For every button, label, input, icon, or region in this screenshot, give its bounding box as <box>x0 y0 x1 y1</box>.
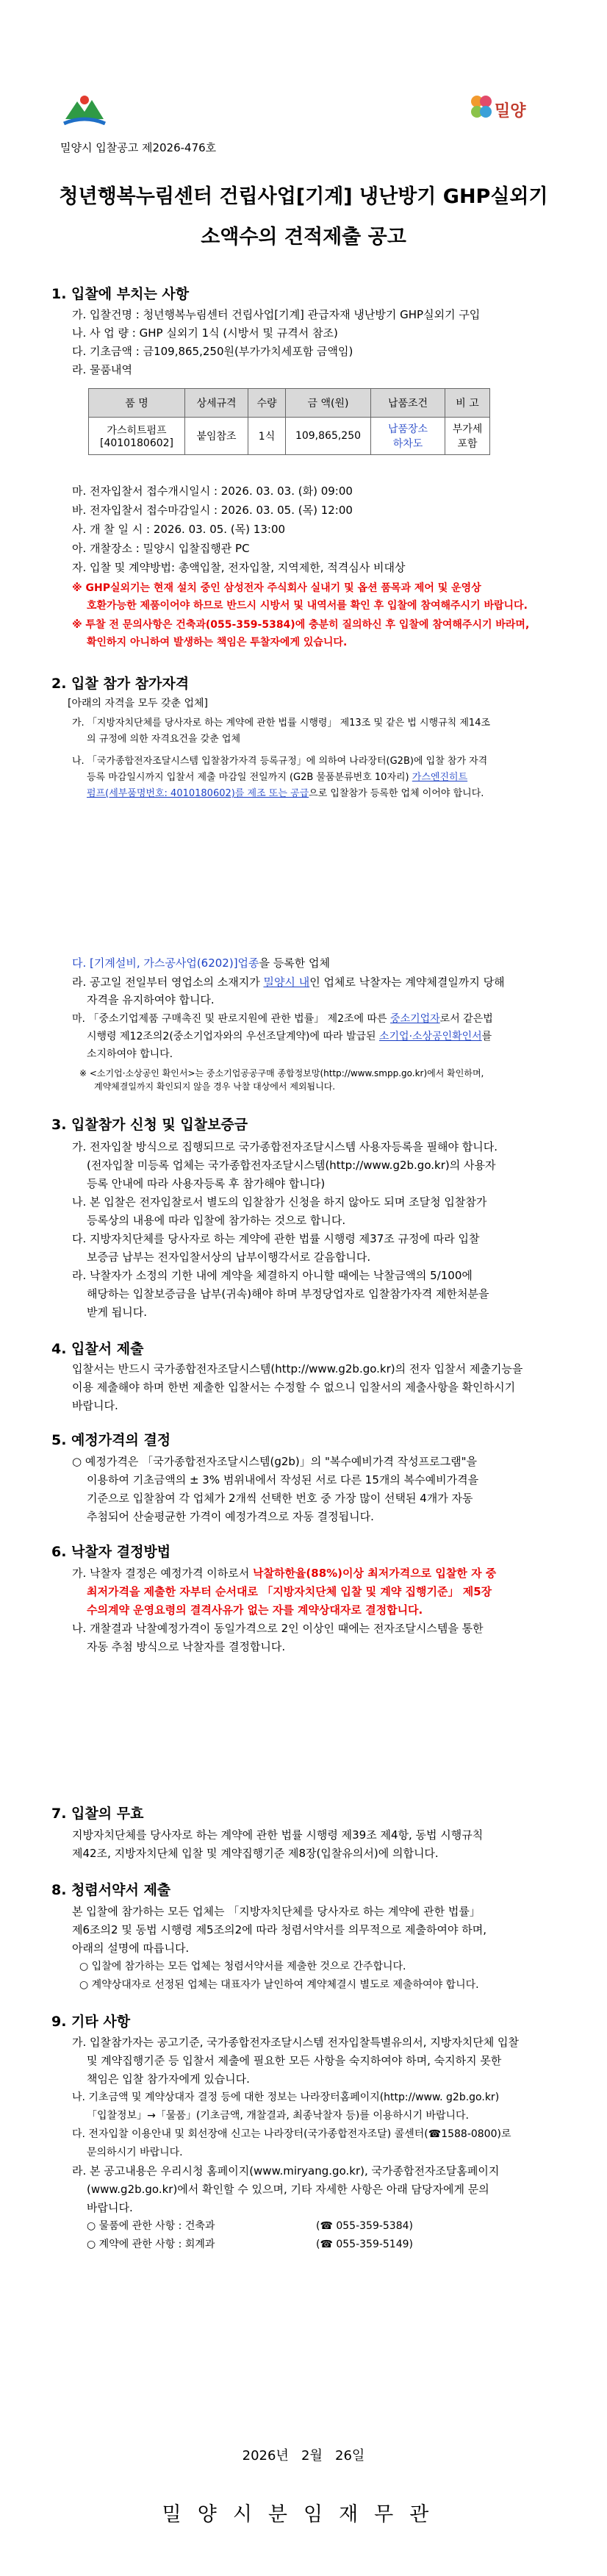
s5-line-1: ○ 예정가격은 「국가종합전자조달시스템(g2b)」의 "복수예비가격 작성프로그램"을 <box>72 1455 477 1468</box>
s8-bullet-2: ○ 계약상대자로 선정된 업체는 대표자가 날인하여 계약체결시 별도로 제출하여야 합니다. <box>79 1979 479 1991</box>
s2-ma-2: 시행령 제12조의2(중소기업자와의 우선조달계약)에 따라 발급된 소기업·소상공인확인서를 <box>87 1031 492 1042</box>
s2-ga-2: 의 규정에 의한 자격요건을 갖춘 업체 <box>87 734 241 745</box>
goods-table <box>88 388 490 455</box>
col-name: 품 명 <box>89 389 185 418</box>
s3-ga-1: 가. 전자입찰 방식으로 집행되므로 국가종합전자조달시스템 사용자등록을 필해야 합니다. <box>72 1140 498 1153</box>
s1-warning-1b: 호환가능한 제품이어야 하므로 반드시 시방서 및 내역서를 확인 후 입찰에 참여해주시기 바랍니다. <box>87 600 528 612</box>
s1-item-ba: 바. 전자입찰서 접수마감일시 : 2026. 03. 05. (목) 12:00 <box>72 504 353 517</box>
s9-ra-2: (www.g2b.go.kr)에서 확인할 수 있으며, 기타 자세한 사항은 아래 담당자에게 문의 <box>87 2183 489 2196</box>
s5-line-4: 추첨되어 산술평균한 가격이 예정가격으로 자동 결정됩니다. <box>87 1510 374 1523</box>
col-condition: 납품조건 <box>371 389 445 418</box>
s1-item-ja: 자. 입찰 및 계약방법: 총액입찰, 전자입찰, 지역제한, 적격심사 비대상 <box>72 561 406 574</box>
s1-warning-2b: 확인하지 아니하여 발생하는 책임은 투찰자에게 있습니다. <box>87 637 348 648</box>
s7-line-1: 지방자치단체를 당사자로 하는 계약에 관한 법률 시행령 제39조 제4항, 동법 시행규칙 <box>72 1828 484 1842</box>
section-8-heading: 8. 청렴서약서 제출 <box>51 1882 171 1898</box>
s1-item-ma: 마. 전자입찰서 접수개시일시 : 2026. 03. 03. (화) 09:00 <box>72 484 353 498</box>
s1-item-ga: 가. 입찰건명 : 청년행복누림센터 건립사업[기계] 관급자재 냉난방기 GHP실외기 구입 <box>72 308 481 321</box>
s8-line-2: 제6조의2 및 동법 시행령 제5조의2에 따라 청렴서약서를 의무적으로 제출하여야 하며, <box>72 1923 487 1936</box>
s2-ra-1: 라. 공고일 전일부터 영업소의 소재지가 밀양시 내인 업체로 낙찰자는 계약체결일까지 당해 <box>72 976 505 989</box>
s9-na-2: 「입찰정보」→「물품」(기초금액, 개찰결과, 최종낙찰자 등)를 이용하시기 바랍니다. <box>87 2110 469 2122</box>
s9-da-1: 다. 전자입찰 이용안내 및 회선장애 신고는 나라장터(국가종합전자조달) 콜센터(☎1588-0800)로 <box>72 2128 511 2140</box>
s9-contact-goods-phone: (☎ 055-359-5384) <box>316 2220 413 2232</box>
s3-ra-1: 라. 낙찰자가 소정의 기한 내에 계약을 체결하지 아니할 때에는 낙찰금액의 5/100에 <box>72 1269 473 1282</box>
table-row <box>89 418 490 455</box>
issuer-signature: 밀양시분임재무관 <box>162 2503 445 2526</box>
s1-item-da: 다. 기초금액 : 금109,865,250원(부가가치세포함 금액임) <box>72 345 353 358</box>
s6-ga-3: 수의계약 운영요령의 결격사유가 없는 자를 계약상대자로 결정합니다. <box>87 1603 423 1617</box>
s3-ga-3: 등록 안내에 따라 사용자등록 후 참가해야 합니다) <box>87 1177 326 1190</box>
s2-subtitle: [아래의 자격을 모두 갖춘 업체] <box>68 698 209 709</box>
s2-da: 다. [기계설비, 가스공사업(6202)]업종을 등록한 업체 <box>72 956 331 970</box>
col-qty: 수량 <box>248 389 286 418</box>
s6-ga-1: 가. 낙찰자 결정은 예정가격 이하로서 낙찰하한율(88%)이상 최저가격으로 입찰한 자 중 <box>72 1567 497 1580</box>
notice-number: 밀양시 입찰공고 제2026-476호 <box>60 141 217 154</box>
col-note: 비 고 <box>445 389 490 418</box>
cell-name: 가스히트펌프 [4010180602] <box>89 418 185 455</box>
s2-na-3: 펌프(세부품명번호: 4010180602)를 제조 또는 공급으로 입찰참가 등록한 업체 이어야 합니다. <box>87 788 484 799</box>
s6-ga-2: 최저가격을 제출한 자부터 순서대로 「지방자치단체 입찰 및 계약 집행기준」 제5장 <box>87 1585 492 1598</box>
s9-da-2: 문의하시기 바랍니다. <box>87 2147 183 2158</box>
s9-ga-3: 책임은 입찰 참가자에게 있습니다. <box>87 2072 250 2086</box>
s3-da-2: 보증금 납부는 전자입찰서상의 납부이행각서로 갈음합니다. <box>87 1251 371 1264</box>
cell-spec: 붙임참조 <box>185 418 248 455</box>
section-3-heading: 3. 입찰참가 신청 및 입찰보증금 <box>51 1117 248 1133</box>
s9-contact-contract-phone: (☎ 055-359-5149) <box>316 2239 413 2250</box>
s6-na-2: 자동 추첨 방식으로 낙찰자를 결정합니다. <box>87 1640 286 1653</box>
section-4-heading: 4. 입찰서 제출 <box>51 1341 144 1357</box>
s2-na-2: 등록 마감일시까지 입찰서 제출 마감일 전일까지 (G2B 물품분류번호 10자리) 가스엔진히트 <box>87 772 468 783</box>
s9-ra-3: 바랍니다. <box>87 2201 133 2214</box>
cell-qty: 1식 <box>248 418 286 455</box>
notice-date: 2026년 2월 26일 <box>242 2448 365 2464</box>
table-header-row <box>89 389 490 418</box>
cell-note: 부가세 포함 <box>445 418 490 455</box>
s3-na-2: 등록상의 내용에 따라 입찰에 참가하는 것으로 합니다. <box>87 1214 346 1227</box>
section-7-heading: 7. 입찰의 무효 <box>51 1806 144 1822</box>
s9-na-1: 나. 기초금액 및 계약상대자 결정 등에 대한 정보는 나라장터홈페이지(http://www. g2b.go.kr) <box>72 2092 500 2103</box>
page-title-line1: 청년행복누림센터 건립사업[기계] 냉난방기 GHP실외기 <box>59 185 548 208</box>
section-5-heading: 5. 예정가격의 결정 <box>51 1432 171 1448</box>
s5-line-3: 기준으로 입찰참여 각 업체가 2개씩 선택한 번호 중 가장 많이 선택된 4개가 자동 <box>87 1492 473 1505</box>
s5-line-2: 이용하여 기초금액의 ± 3% 범위내에서 작성된 서로 다른 15개의 복수예비가격을 <box>87 1473 479 1486</box>
cell-amount: 109,865,250 <box>286 418 371 455</box>
s3-da-1: 다. 지방자치단체를 당사자로 하는 계약에 관한 법률 시행령 제37조 규정에 따라 입찰 <box>72 1232 480 1245</box>
s8-line-3: 아래의 설명에 따릅니다. <box>72 1942 190 1955</box>
s9-ga-1: 가. 입찰참가자는 공고기준, 국가종합전자조달시스템 전자입찰특별유의서, 지방자치단체 입찰 <box>72 2036 520 2049</box>
s4-line-3: 바랍니다. <box>72 1399 118 1412</box>
s3-ga-2: (전자입찰 미등록 업체는 국가종합전자조달시스템(http://www.g2b.go.kr)의 사용자 <box>87 1159 496 1172</box>
s1-item-na: 나. 사 업 량 : GHP 실외기 1식 (시방서 및 규격서 참조) <box>72 326 338 340</box>
s1-warning-2a: ※ 투찰 전 문의사항은 건축과(055-359-5384)에 충분히 질의하신 후 입찰에 참여해주시기 바라며, <box>72 619 530 631</box>
s2-ma-3: 소지하여야 합니다. <box>87 1048 173 1060</box>
section-9-heading: 9. 기타 사항 <box>51 2014 131 2030</box>
s3-na-1: 나. 본 입찰은 전자입찰로서 별도의 입찰참가 신청을 하지 않아도 되며 조달청 입찰참가 <box>72 1195 487 1209</box>
s1-warning-1a: ※ GHP실외기는 현재 설치 중인 삼성전자 주식회사 실내기 및 옵션 품목과 제어 및 운영상 <box>72 582 481 594</box>
s2-note-2: 계약체결일까지 확인되지 않을 경우 낙찰 대상에서 제외됩니다. <box>94 1081 336 1092</box>
s9-contact-contract-label: ○ 계약에 관한 사항 : 회계과 <box>87 2239 215 2250</box>
cell-condition: 납품장소 하차도 <box>371 418 445 455</box>
milyang-brand-logo: 밀양 <box>467 87 544 131</box>
milyang-emblem-logo <box>62 94 107 131</box>
section-1-heading: 1. 입찰에 부치는 사항 <box>51 286 190 302</box>
s2-ma-1: 마. 「중소기업제품 구매촉진 및 판로지원에 관한 법률」 제2조에 따른 중소기업자로서 같은법 <box>72 1013 493 1025</box>
section-6-heading: 6. 낙찰자 결정방법 <box>51 1544 171 1560</box>
s3-ra-3: 받게 됩니다. <box>87 1306 147 1319</box>
s2-na-1: 나. 「국가종합전자조달시스템 입찰참가자격 등록규정」에 의하여 나라장터(G2B)에 입찰 참가 자격 <box>72 756 488 767</box>
s9-ra-1: 라. 본 공고내용은 우리시청 홈페이지(www.miryang.go.kr), 국가종합전자조달홈페이지 <box>72 2164 500 2178</box>
s8-line-1: 본 입찰에 참가하는 모든 업체는 「지방자치단체를 당사자로 하는 계약에 관한 법률」 <box>72 1905 481 1918</box>
s9-contact-goods-label: ○ 물품에 관한 사항 : 건축과 <box>87 2220 215 2232</box>
s1-item-ra: 라. 물품내역 <box>72 363 132 376</box>
col-amount: 금 액(원) <box>286 389 371 418</box>
s8-bullet-1: ○ 입찰에 참가하는 모든 업체는 청렴서약서를 제출한 것으로 간주합니다. <box>79 1961 406 1972</box>
s2-ga-1: 가. 「지방자치단체를 당사자로 하는 계약에 관한 법률 시행령」 제13조 및 같은 법 시행규칙 제14조 <box>72 718 491 729</box>
col-spec: 상세규격 <box>185 389 248 418</box>
s4-line-1: 입찰서는 반드시 국가종합전자조달시스템(http://www.g2b.go.kr)의 전자 입찰서 제출기능을 <box>72 1362 523 1375</box>
s4-line-2: 이용 제출해야 하며 한번 제출한 입찰서는 수정할 수 없으니 입찰서의 제출사항을 확인하시기 <box>72 1381 516 1394</box>
section-2-heading: 2. 입찰 참가 참가자격 <box>51 676 190 692</box>
s1-item-a: 아. 개찰장소 : 밀양시 입찰집행관 PC <box>72 542 250 555</box>
page-title-line2: 소액수의 견적제출 공고 <box>201 226 406 248</box>
s2-note-1: ※ <소기업·소상공인 확인서>는 중소기업공공구매 종합정보망(http://www.smpp.go.kr)에서 확인하며, <box>79 1068 484 1078</box>
s3-ra-2: 해당하는 입찰보증금을 납부(귀속)해야 하며 부정당업자로 입찰참가자격 제한처분을 <box>87 1287 489 1300</box>
s9-ga-2: 및 계약집행기준 등 입찰서 제출에 필요한 모든 사항을 숙지하여야 하며, 숙지하지 못한 <box>87 2054 502 2067</box>
s2-ra-2: 자격을 유지하여야 합니다. <box>87 993 215 1006</box>
s6-na-1: 나. 개찰결과 낙찰예정가격이 동일가격으로 2인 이상인 때에는 전자조달시스템을 통한 <box>72 1622 484 1635</box>
s1-item-sa: 사. 개 찰 일 시 : 2026. 03. 05. (목) 13:00 <box>72 523 286 536</box>
s7-line-2: 제42조, 지방자치단체 입찰 및 계약집행기준 제8장(입찰유의서)에 의합니다. <box>72 1847 439 1860</box>
